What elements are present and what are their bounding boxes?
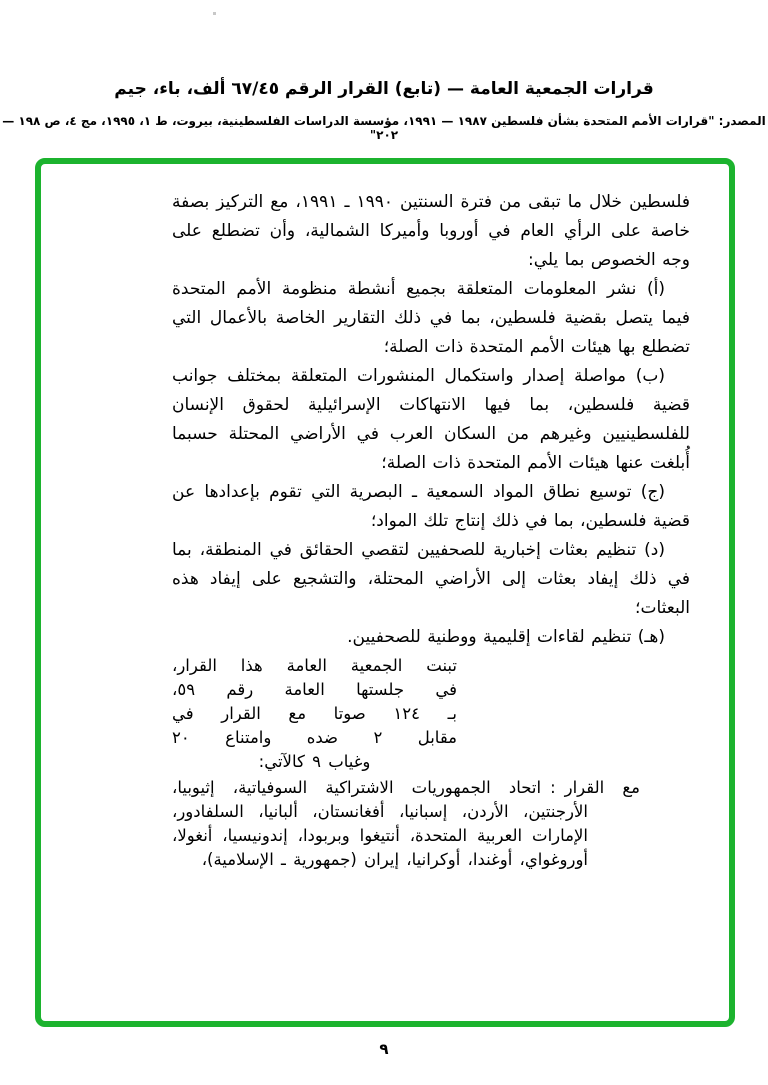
source-line: المصدر: "قرارات الأمم المتحدة بشأن فلسطين ١٩٨٧ — ١٩٩١، مؤسسة الدراسات الفلسطينية، بيروت، ط ١، ١٩٩٥، مج ٤، ص ١٩٨ — ٢٠٢" [2,114,766,142]
body-paragraph-item-e: (هـ) تنظيم لقاءات إقليمية ووطنية للصحفيين. [347,627,665,647]
vote-tally-line: مقابل ٢ ضده وامتناع ٢٠ [172,728,457,747]
page-title: قرارات الجمعية العامة — (تابع) القرار الرقم ٦٧/٤٥ ألف، باء، جيم [114,79,654,99]
vote-tally-line: وغياب ٩ كالآتي: [258,752,371,771]
text-column [172,188,690,872]
vote-tally-block [172,654,457,774]
vote-tally-line: في جلستها العامة رقم ٥٩، [172,680,457,699]
roll-call-paragraph [172,776,640,872]
body-paragraph-item-b: (ب) مواصلة إصدار واستكمال المنشورات المتعلقة بمختلف جوانب قضية فلسطين، بما فيها الانتهاكات الإسرائيلية لحقوق الإنسان للفلسطينيين وغيرهم من السكان العرب في الأراضي المحتلة حسبما أُبلغت عنها هيئات الأمم المتحدة ذات الصلة؛ [172,366,690,473]
body-paragraph-item-a: (أ) نشر المعلومات المتعلقة بجميع أنشطة منظومة الأمم المتحدة فيما يتصل بقضية فلسطين، بما في ذلك التقارير الخاصة بالأعمال التي تضطلع بها هيئات الأمم المتحدة ذات الصلة؛ [172,279,690,357]
vote-tally-line: بـ ١٢٤ صوتا مع القرار في [172,704,457,723]
body-paragraph-item-c: (ج) توسيع نطاق المواد السمعية ـ البصرية التي تقوم بإعدادها عن قضية فلسطين، بما في ذلك إنتاج تلك المواد؛ [172,482,690,531]
green-highlight-box [35,158,735,1027]
scan-artifact-dot [213,12,216,15]
roll-call-separator: : [550,778,556,797]
roll-call-countries: اتحاد الجمهوريات الاشتراكية السوفياتية، إثيوبيا، الأرجنتين، الأردن، إسبانيا، أفغانستان، ألبانيا، السلفادور، الإمارات العربية المتحدة، أنتيغوا وبربودا، إندونيسيا، أنغولا، أوروغواي، أوغندا، أوكرانيا، إيران (جمهورية ـ الإسلامية)، [172,778,588,869]
vote-tally-line: تبنت الجمعية العامة هذا القرار، [172,656,457,675]
roll-call-label: مع القرار [564,778,640,797]
body-paragraph-continuation: فلسطين خلال ما تبقى من فترة السنتين ١٩٩٠ ـ ١٩٩١، مع التركيز بصفة خاصة على الرأي العام في أوروبا وأميركا الشمالية، وأن تضطلع على وجه الخصوص بما يلي: [172,192,691,270]
page-number: ٩ [379,1040,389,1058]
body-paragraph-item-d: (د) تنظيم بعثات إخبارية للصحفيين لتقصي الحقائق في المنطقة، بما في ذلك إيفاد بعثات إلى الأراضي المحتلة، والتشجيع على إيفاد هذه البعثات؛ [172,540,690,618]
